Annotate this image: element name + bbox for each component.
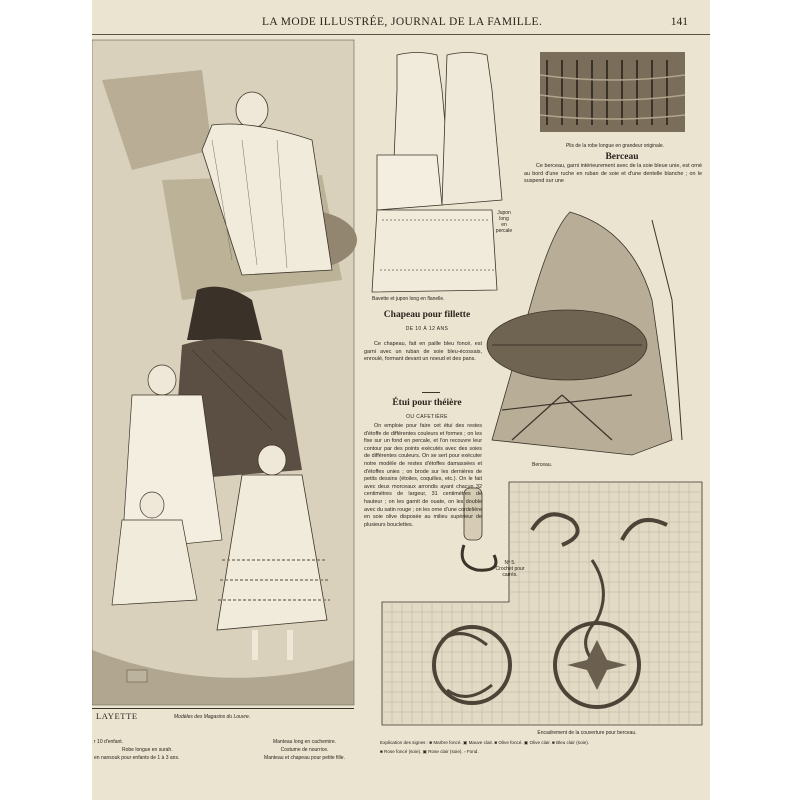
berceau-illustration	[487, 212, 682, 455]
berceau-caption: Berceau.	[532, 462, 553, 468]
jupon-caption-line: long	[499, 216, 509, 222]
article-subtitle: DE 10 À 12 ANS	[405, 326, 449, 332]
article-title: Berceau	[605, 152, 639, 162]
plate-caption-line: Manteau et chapeau pour petite fille.	[264, 755, 345, 761]
crochet-caption-line: Nº 5.	[504, 560, 516, 566]
plate-captions-right	[242, 738, 367, 762]
plate-caption-line: Manteau long en cachemire.	[272, 739, 337, 745]
article-body: Ce chapeau, fait en paille bleu foncé, est garni avec un ruban de soie bleu-écossais, enroulé, formant devant un noeud et des pans.	[364, 341, 482, 363]
signes-legend-line: ■ Rose foncé (soie). ▣ Rose clair (soie). ▫ Fond.	[380, 749, 479, 754]
signes-legend-line: Explication des signes : ■ Marbre foncé. ▣ Mauve clair. ■ Olive foncé. ▣ Olive clair. ■ Bleu clair (soie).	[380, 740, 589, 745]
jupon-caption-line: Jupon	[497, 210, 511, 216]
plate-caption-line: en nansouk pour enfants de 1 à 3 ans.	[94, 755, 180, 761]
magazine-page	[92, 0, 710, 800]
article-divider	[422, 392, 440, 393]
crochet-caption	[490, 560, 530, 578]
plate-caption-line: r 10 d'enfant.	[94, 739, 124, 745]
jupon-caption-line: percale	[495, 228, 513, 234]
bavette-caption: Bavette et jupon long en flanelle.	[372, 296, 445, 302]
crochet-caption-line: carrés.	[502, 572, 518, 578]
plate-subtitle: Modèles des Magasins du Louvre.	[174, 714, 251, 720]
plate-caption-line: Costume de nourrice.	[280, 747, 329, 753]
article-title: Chapeau pour fillette	[383, 310, 471, 320]
page-number: 141	[670, 16, 688, 28]
article-title: Étui pour théière	[392, 398, 462, 408]
plate-title: LAYETTE	[96, 711, 138, 721]
bavette-illustration	[372, 53, 502, 293]
jupon-caption	[492, 210, 516, 234]
pli-caption: Plis de la robe longue en grandeur originale.	[565, 143, 665, 149]
plate-caption-line: Robe longue en surah.	[122, 747, 173, 753]
page-header	[92, 6, 710, 35]
article-body: On emploie pour faire cet étui des restes d'étoffe de différentes couleurs et formes ; on les fixe sur un fond en percale, et l'on recouvre leur contour par des points exécutés avec des soies de différentes couleurs. On se sert pour exécuter notre modèle de restes d'étoffes damassées et d'étoffes unies ; on brode sur les dernières de petits dessins (étoiles, coquilles, etc.). On le fait avec deux morceaux arrondis ayant chacun 32 centimètres de largeur, 31 centimètres de hauteur ; on les garnit de ouate, on les double avec du satin rouge ; on les orne d'une cordelière en soie olive disposée au milieu supérieur de plusieurs bouclettes.	[364, 423, 482, 528]
journal-title: LA MODE ILLUSTRÉE, JOURNAL DE LA FAMILLE.	[262, 16, 543, 28]
plate-rule	[92, 708, 354, 710]
article-body: Ce berceau, garni intérieurement avec de la soie bleue unie, est orné au bord d'une ruche en ruban de soie et d'une dentelle blanche ; on le suspend sur une	[524, 163, 702, 185]
article-subtitle: OU CAFETIÈRE	[406, 414, 448, 420]
jupon-caption-line: en	[501, 222, 507, 228]
couverture-caption: Encadrement de la couverture pour berceau.	[537, 730, 637, 736]
pli-illustration	[540, 52, 685, 132]
layette-engraving	[92, 40, 357, 705]
plate-captions-left	[94, 738, 234, 762]
crochet-caption-line: Crochet pour	[495, 566, 525, 572]
